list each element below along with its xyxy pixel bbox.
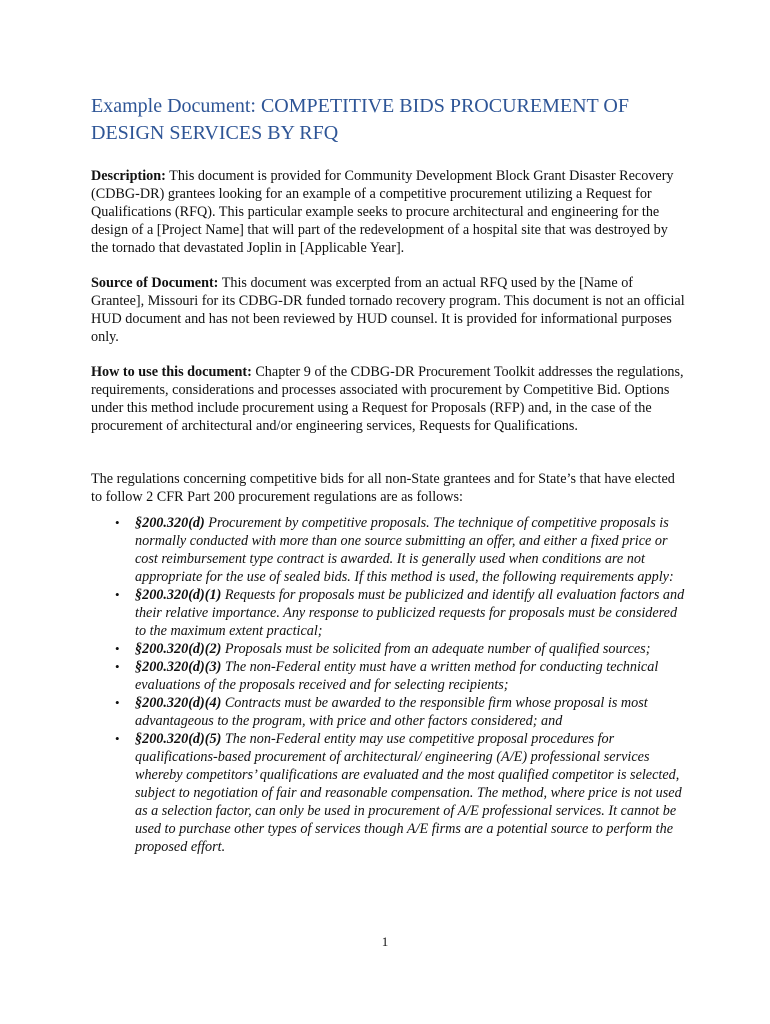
how-to-use-label: How to use this document:	[91, 364, 252, 380]
description-label: Description:	[91, 168, 166, 184]
list-item	[91, 730, 691, 856]
source-paragraph	[91, 274, 686, 346]
list-item	[91, 694, 691, 730]
bullet-icon: •	[115, 641, 120, 656]
bullet-icon: •	[115, 587, 120, 602]
regulation-citation: §200.320(d)	[135, 515, 205, 531]
list-item	[91, 514, 691, 586]
source-text: This document was excerpted from an actual RFQ used by the [Name of Grantee], Missouri for its CDBG-DR funded tornado recovery program. This document is not an official HUD document and has not been reviewed by HUD counsel. It is provided for informational purposes only.	[91, 275, 685, 345]
regulation-text: The non-Federal entity may use competitive proposal procedures for qualifications-based procurement of architectural/ engineering (A/E) professional services whereby competitors’ qualifications are evaluated and the most qualified competitor is selected, subject to negotiation of fair and reasonable compensation. The method, where price is not used as a selection factor, can only be used in procurement of A/E professional services. It cannot be used to purchase other types of services though A/E firms are a potential source to perform the proposed effort.	[135, 731, 682, 855]
page-number: 1	[381, 934, 389, 949]
description-text: This document is provided for Community Development Block Grant Disaster Recovery (CDBG-DR) grantees looking for an example of a competitive procurement utilizing a Request for Qualifications (RFQ). This particular example seeks to procure architectural and engineering for the design of a [Project Name] that will part of the redevelopment of a hospital site that was destroyed by the tornado that devastated Joplin in [Applicable Year].	[91, 168, 674, 256]
regulation-text: Proposals must be solicited from an adequate number of qualified sources;	[221, 641, 651, 657]
regulation-list	[91, 514, 691, 856]
regulation-citation: §200.320(d)(1)	[135, 587, 222, 603]
regulation-citation: §200.320(d)(3)	[135, 659, 222, 675]
regulations-intro: The regulations concerning competitive bids for all non-State grantees and for State’s that have elected to follow 2 CFR Part 200 procurement regulations are as follows:	[91, 471, 675, 505]
how-to-use-paragraph	[91, 363, 686, 435]
how-to-use-text: Chapter 9 of the CDBG-DR Procurement Toolkit addresses the regulations, requirements, considerations and processes associated with procurement by Competitive Bid. Options under this method include procurement using a Request for Proposals (RFP) and, in the case of the procurement of architectural and/or engineering services, Requests for Qualifications.	[91, 364, 684, 434]
regulation-text: The non-Federal entity must have a written method for conducting technical evaluations of the proposals received and for selecting recipients;	[135, 659, 659, 693]
description-paragraph	[91, 167, 686, 257]
document-title: Example Document: COMPETITIVE BIDS PROCUREMENT OF DESIGN SERVICES BY RFQ	[91, 95, 629, 144]
regulation-citation: §200.320(d)(2)	[135, 641, 222, 657]
bullet-icon: •	[115, 695, 120, 710]
regulation-text: Contracts must be awarded to the responsible firm whose proposal is most advantageous to the program, with price and other factors considered; and	[135, 695, 648, 729]
bullet-icon: •	[115, 659, 120, 674]
list-item	[91, 586, 691, 640]
list-item	[91, 658, 691, 694]
regulation-text: Procurement by competitive proposals. The technique of competitive proposals is normally conducted with more than one source submitting an offer, and either a fixed price or cost reimbursement type contract is awarded. It is generally used when conditions are not appropriate for the use of sealed bids. If this method is used, the following requirements apply:	[135, 515, 674, 585]
source-label: Source of Document:	[91, 275, 219, 291]
bullet-icon: •	[115, 515, 120, 530]
regulation-text: Requests for proposals must be publicized and identify all evaluation factors and their relative importance. Any response to publicized requests for proposals must be considered to the maximum extent practical;	[135, 587, 685, 639]
bullet-icon: •	[115, 731, 120, 746]
list-item	[91, 640, 691, 658]
regulation-citation: §200.320(d)(5)	[135, 731, 222, 747]
regulation-citation: §200.320(d)(4)	[135, 695, 222, 711]
